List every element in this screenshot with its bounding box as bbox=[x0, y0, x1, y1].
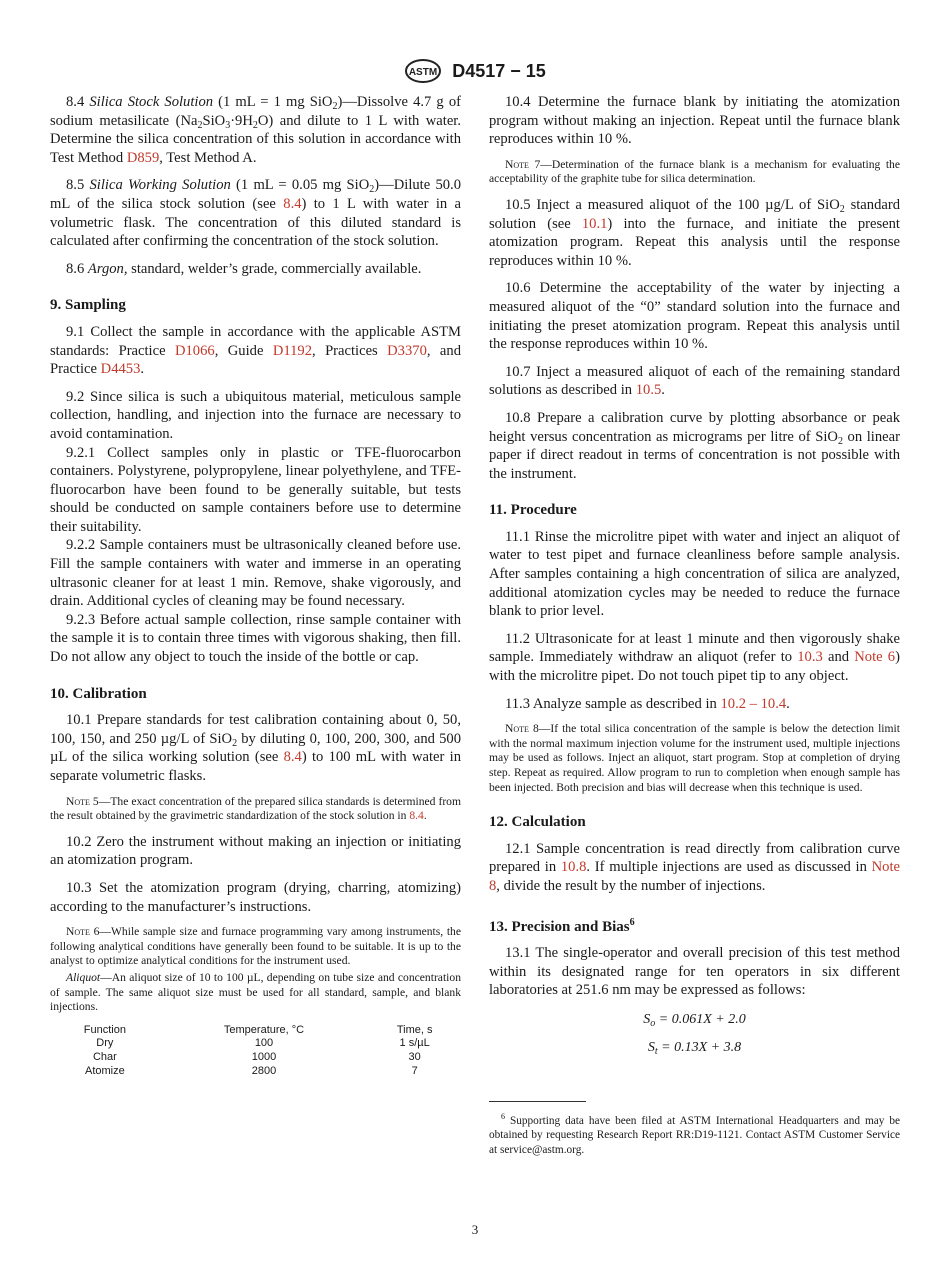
page-number: 3 bbox=[471, 1222, 479, 1237]
right-column bbox=[489, 93, 900, 1157]
table-header: Temperature, °C bbox=[223, 1023, 305, 1036]
table-cell: 7 bbox=[411, 1064, 418, 1077]
section-heading-calibration: 10. Calibration bbox=[50, 685, 147, 702]
para-9-2-1: 9.2.1 Collect samples only in plastic or TFE-fluorocarbon containers. Polystyrene, polypropylene, linear polyethylene, and TFE-fluorocarbon have been found to be generally suitable, but tests should be conducted on sample containers before use to determine their suitability. bbox=[50, 444, 461, 535]
para-9-1: 9.1 Collect the sample in accordance with the applicable ASTM standards: Practice D1066, Guide D1192, Practices D3370, and Practice D4453. bbox=[50, 323, 461, 378]
table-row bbox=[50, 1037, 461, 1051]
left-column bbox=[50, 93, 461, 1078]
link-10-1[interactable]: 10.1 bbox=[581, 215, 608, 232]
note-8: Note 8—If the total silica concentration of the sample is below the detection limit with the normal maximum injection volume for the instrument used, multiple injections may be used as follows. Inject an aliquot, start program. Stop at completion of drying step. Repeat as required. Allow program to run to completion when enough sample has been injected. Both precision and bias will decrease when this technique is used. bbox=[489, 722, 900, 794]
table-cell: Dry bbox=[96, 1037, 114, 1050]
para-8-6: 8.6 Argon, standard, welder’s grade, commercially available. bbox=[66, 260, 422, 277]
section-heading-calculation: 12. Calculation bbox=[489, 814, 586, 831]
table-row bbox=[50, 1065, 461, 1079]
table-cell: Char bbox=[92, 1050, 117, 1063]
para-11-2: 11.2 Ultrasonicate for at least 1 minute and then vigorously shake sample. Immediately withdraw an aliquot (refer to 10.3 and Note 6) with the microlitre pipet. Do not touch pipet tip to any object. bbox=[489, 630, 900, 685]
link-d1066[interactable]: D1066 bbox=[174, 342, 215, 359]
para-10-8: 10.8 Prepare a calibration curve by plotting absorbance or peak height versus concentration as micrograms per litre of SiO$_2$ on linear paper if direct readout in terms of concentration is not possible with the instrument. bbox=[489, 409, 900, 482]
link-8-4-b[interactable]: 8.4 bbox=[283, 749, 302, 766]
link-note-8[interactable]: Note 8 bbox=[489, 859, 900, 894]
table-row bbox=[50, 1051, 461, 1065]
table-cell: 100 bbox=[254, 1037, 274, 1050]
para-10-1: 10.1 Prepare standards for test calibration containing about 0, 50, 100, 150, and 250 µg/L of SiO$_2$ by diluting 0, 100, 200, 300, and 500 µL of the silica working solution (see 8.4) to 100 mL with water in separate volumetric flasks. bbox=[50, 712, 461, 784]
table-header-row bbox=[50, 1024, 461, 1038]
para-8-5: 8.5 Silica Working Solution (1 mL = 0.05 mg SiO$_2$)—Dilute 50.0 mL of the silica stock solution (see 8.4) to 1 L with water in a volumetric flask. The concentration of this diluted standard is calculated after confirming the concentration of the stock solution. bbox=[50, 177, 461, 250]
link-10-2-10-4[interactable]: 10.2 – 10.4 bbox=[720, 695, 787, 712]
para-10-7: 10.7 Inject a measured aliquot of each of the remaining standard solutions as described in 10.5. bbox=[489, 363, 900, 399]
para-9-2-3: 9.2.3 Before actual sample collection, rinse sample container with the sample it is to contain three times with vigorous shaking, then fill. Do not allow any object to touch the inside of the bottle or cap. bbox=[50, 611, 461, 666]
link-d859[interactable]: D859 bbox=[126, 149, 160, 166]
page-header bbox=[0, 58, 950, 84]
para-9-2-2: 9.2.2 Sample containers must be ultrasonically cleaned before use. Fill the sample containers with water and immerse in an operating ultrasonic cleaner for at least 1 min. Remove, shake vigorously, and drain. Additional cycles of cleaning may be found necessary. bbox=[50, 537, 461, 610]
note-7: Note 7—Determination of the furnace blank is a mechanism for evaluating the acceptability of the graphite tube for silica determination. bbox=[489, 157, 900, 186]
equation-so: $S_o = 0.061X + 2.0$ bbox=[643, 1011, 746, 1029]
para-11-1: 11.1 Rinse the microlitre pipet with water and inject an aliquot of water to test pipet and furnace cleanliness before sample analysis. After samples containing a high concentration of silica are analyzed, additional atomization cycles may be needed to reduce the furnace blank to prior level. bbox=[489, 528, 900, 620]
svg-text:ASTM: ASTM bbox=[409, 67, 438, 78]
link-10-5[interactable]: 10.5 bbox=[635, 382, 662, 399]
table-cell: Atomize bbox=[84, 1064, 125, 1077]
astm-logo-icon bbox=[404, 58, 442, 84]
para-10-4: 10.4 Determine the furnace blank by initiating the atomization program without making an injection. Repeat until the furnace blank reproduces within 10 %. bbox=[489, 94, 900, 148]
equation-st: $S_t = 0.13X + 3.8$ bbox=[647, 1039, 742, 1057]
para-10-6: 10.6 Determine the acceptability of the water by injecting a measured aliquot of the “0” standard solution into the furnace and initiating the preset atomization program. Repeat this analysis until the response reproduces within 10 %. bbox=[489, 280, 900, 353]
link-8-4[interactable]: 8.4 bbox=[283, 195, 302, 212]
link-10-8[interactable]: 10.8 bbox=[560, 859, 587, 876]
furnace-program-table bbox=[50, 1024, 461, 1078]
link-10-3[interactable]: 10.3 bbox=[797, 649, 823, 666]
table-cell: 1 s/µL bbox=[399, 1037, 430, 1050]
para-9-2: 9.2 Since silica is such a ubiquitous material, meticulous sample collection, handling, and injection into the furnace are necessary to avoid contamination. bbox=[50, 388, 461, 442]
table-cell: 2800 bbox=[251, 1064, 277, 1077]
footnote-6: $^6$ Supporting data have been filed at ASTM International Headquarters and may be obtained by requesting Research Report RR:D19-1121. Contact ASTM Customer Service at service@astm.org. bbox=[489, 1111, 900, 1156]
note-5: Note 5—The exact concentration of the prepared silica standards is determined from the result obtained by the gravimetric standardization of the stock solution in 8.4. bbox=[50, 794, 461, 823]
section-heading-precision-bias: 13. Precision and Bias$^6$ bbox=[489, 916, 635, 935]
table-header: Function bbox=[83, 1023, 126, 1036]
note-6-aliquot: Aliquot—An aliquot size of 10 to 100 µL, depending on tube size and concentration of sample. The same aliquot size must be used for all standard, sample, and blank injections. bbox=[50, 970, 461, 1014]
link-d4453[interactable]: D4453 bbox=[100, 361, 141, 378]
section-heading-procedure: 11. Procedure bbox=[489, 502, 577, 519]
para-8-4: 8.4 Silica Stock Solution (1 mL = 1 mg SiO$_2$)—Dissolve 4.7 g of sodium metasilicate $(Na_2SiO_3\cdot 9H_2O)$ and dilute to 1 L with water. Determine the silica concentration of this solution in accordance with Test Method D859, Test Method A. bbox=[50, 94, 462, 166]
para-10-3: 10.3 Set the atomization program (drying, charring, atomizing) according to the manufacturer’s instructions. bbox=[50, 879, 461, 915]
table-header: Time, s bbox=[396, 1023, 433, 1036]
section-heading-sampling: 9. Sampling bbox=[50, 297, 126, 314]
para-11-3: 11.3 Analyze sample as described in 10.2 – 10.4. bbox=[505, 695, 790, 712]
para-13-1: 13.1 The single-operator and overall precision of this test method within its designated range for ten operators in six different laboratories at 251.6 nm may be expressed as follows: bbox=[489, 945, 900, 999]
link-d1192[interactable]: D1192 bbox=[272, 342, 313, 359]
link-8-4-c[interactable]: 8.4 bbox=[409, 809, 424, 823]
document-designation: D4517 − 15 bbox=[452, 60, 546, 81]
footnote-divider bbox=[489, 1101, 586, 1102]
para-10-2: 10.2 Zero the instrument without making an injection or initiating an atomization program. bbox=[50, 833, 461, 869]
table-cell: 30 bbox=[408, 1050, 421, 1063]
para-10-5: 10.5 Inject a measured aliquot of the 100 µg/L of SiO$_2$ standard solution (see 10.1) into the furnace, and initiate the present atomization program. Repeat this analysis until the response reproduces within 10 %. bbox=[489, 196, 901, 269]
para-12-1: 12.1 Sample concentration is read directly from calibration curve prepared in 10.8. If multiple injections are used as discussed in Note 8, divide the result by the number of injections. bbox=[489, 840, 900, 894]
link-d3370[interactable]: D3370 bbox=[387, 342, 427, 359]
link-note-6[interactable]: Note 6 bbox=[854, 649, 896, 666]
table-cell: 1000 bbox=[251, 1050, 277, 1063]
note-6: Note 6—While sample size and furnace programming vary among instruments, the following analytical conditions have generally been found to be suitable. It is up to the analyst to optimize analytical conditions for the instrument used. bbox=[50, 925, 462, 968]
